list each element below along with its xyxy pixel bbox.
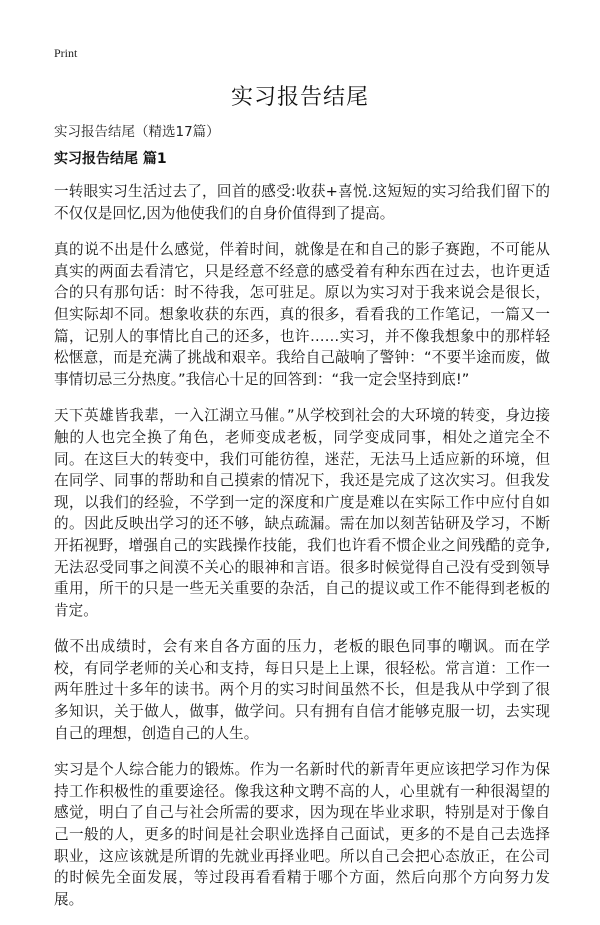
paragraph: 实习是个人综合能力的锻炼。作为一名新时代的新青年更应该把学习作为保持工作积极性的重要途径。像我这种文聘不高的人，心里就有一种很渴望的感觉，明白了自己与社会所需的要求，因为现在毕业求职，特别是对于像自己一般的人，更多的时间是社会职业选择自己面试，更多的不是自己去选择职业，这应该就是所谓的先就业再择业吧。所以自己会把心态放正，在公司的时候先全面发展，等过段再看看精于哪个方面，然后向那个方向努力发展。 [54, 761, 550, 908]
paragraph: 做不出成绩时，会有来自各方面的压力，老板的眼色同事的嘲讽。而在学校，有同学老师的关心和支持，每日只是上上课，很轻松。常言道：工作一两年胜过十多年的读书。两个月的实习时间虽然不长，但是我从中学到了很多知识，关于做人，做事，做学问。只有拥有自信才能够克服一切，去实现自己的理想，创造自己的人生。 [54, 638, 550, 742]
paragraph: 一转眼实习生活过去了，回首的感受:收获+喜悦.这短短的实习给我们留下的不仅仅是回忆,因为他使我们的自身价值得到了提高。 [54, 183, 550, 222]
paragraph: 天下英雄皆我辈，一入江湖立马催。”从学校到社会的大环境的转变，身边接触的人也完全换了角色，老师变成老板，同学变成同事，相处之道完全不同。在这巨大的转变中，我们可能彷徨，迷茫，无法马上适应新的环境，但在同学、同事的帮助和自己摸索的情况下，我还是完成了这次实习。但我发现，以我们的经验，不学到一定的深度和广度是难以在实际工作中应付自如的。因此反映出学习的还不够，缺点疏漏。需在加以刻苦钻研及学习，不断开拓视野，增强自己的实践操作技能，我们也许看不惯企业之间残酷的竞争,无法忍受同事之间漠不关心的眼神和言语。很多时候觉得自己没有受到领导重用，所干的只是一些无关重要的杂活，自己的提议或工作不能得到老板的肯定。 [54, 407, 550, 619]
section-heading: 实习报告结尾 篇1 [54, 151, 167, 167]
print-link[interactable]: Print [54, 46, 78, 60]
paragraph: 真的说不出是什么感觉，伴着时间，就像是在和自己的影子赛跑，不可能从真实的两面去看清它，只是经意不经意的感受着有种东西在过去，也许更适合的只有那句话：时不待我，怎可驻足。原以为实习对于我来说会是很长，但实际却不同。想象收获的东西，真的很多，看看我的工作笔记，一篇又一篇，记别人的事情比自己的还多，也许……实习，并不像我想象中的那样轻松惬意，而是充满了挑战和艰辛。我给自己敲响了警钟：“不要半途而废，做事情切忌三分热度。”我信心十足的回答到：“我一定会坚持到底!” [54, 241, 550, 388]
page-title: 实习报告结尾 [230, 85, 369, 110]
document-subtitle: 实习报告结尾（精选17篇） [54, 124, 220, 140]
section-body [54, 181, 550, 925]
